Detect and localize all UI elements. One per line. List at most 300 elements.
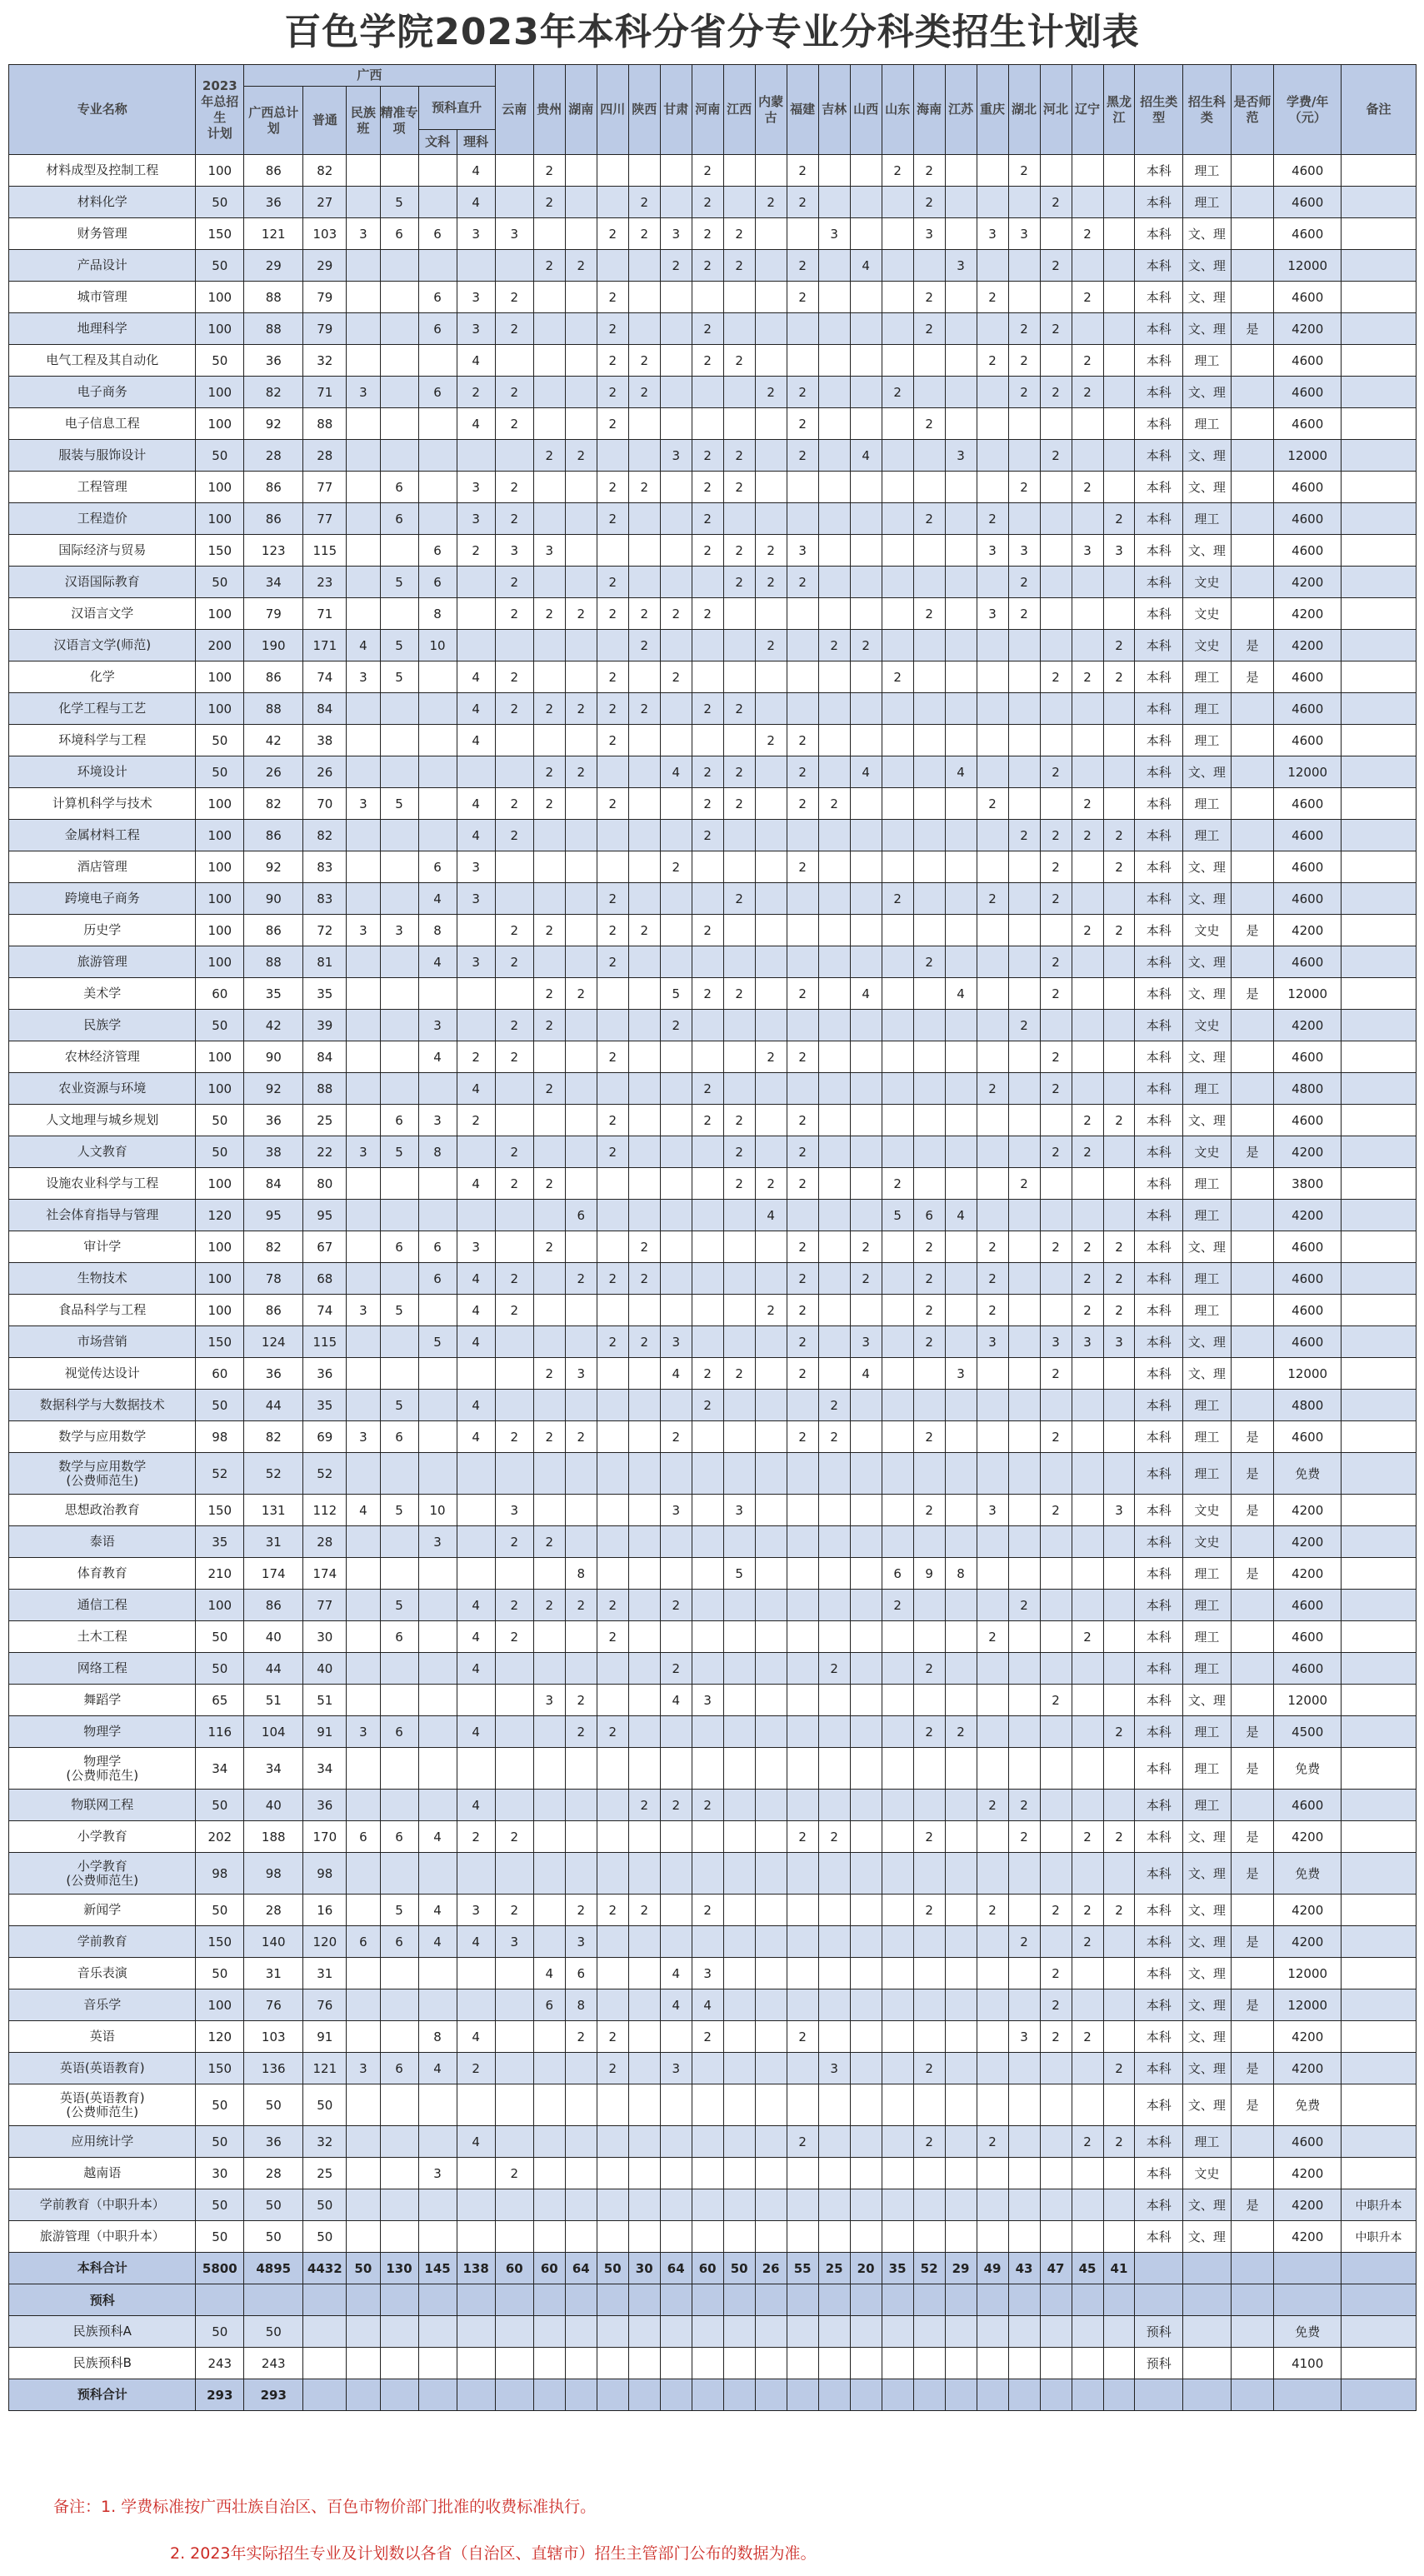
table-cell: [1008, 1989, 1040, 2021]
table-cell: [565, 820, 597, 851]
table-cell: 本科: [1135, 820, 1183, 851]
table-cell: 30: [628, 2253, 660, 2284]
table-cell: [1072, 1041, 1103, 1073]
table-cell: [533, 2053, 565, 2084]
table-row: [9, 1105, 1417, 1136]
table-cell: 6: [418, 1231, 457, 1263]
major-name-cell: 电气工程及其自动化: [9, 345, 196, 377]
table-cell: [818, 1105, 850, 1136]
table-cell: [347, 1073, 380, 1105]
table-cell: [1040, 1263, 1072, 1295]
table-cell: [1341, 503, 1416, 535]
table-cell: [787, 661, 818, 693]
table-cell: [418, 2284, 457, 2316]
table-cell: 免费: [1274, 1453, 1342, 1495]
table-cell: [818, 155, 850, 187]
table-cell: 4: [660, 756, 692, 788]
table-cell: 2: [755, 377, 787, 408]
table-cell: [692, 1821, 723, 1853]
table-cell: 文史: [1183, 2158, 1232, 2189]
table-cell: 29: [244, 250, 303, 282]
table-cell: [945, 915, 977, 946]
table-cell: [457, 1685, 495, 1716]
table-cell: 理工: [1183, 1168, 1232, 1200]
table-cell: [1341, 1653, 1416, 1685]
table-cell: [1008, 503, 1040, 535]
table-cell: [660, 2284, 692, 2316]
table-cell: [692, 1453, 723, 1495]
table-cell: [597, 440, 628, 472]
table-cell: [660, 282, 692, 313]
table-cell: [913, 661, 945, 693]
prep-section-row: [9, 2284, 1417, 2316]
major-name-cell: 环境科学与工程: [9, 725, 196, 756]
table-cell: [787, 1853, 818, 1895]
table-cell: [945, 788, 977, 820]
table-cell: [347, 2084, 380, 2126]
table-cell: [850, 408, 882, 440]
table-cell: [913, 1390, 945, 1421]
table-cell: [660, 2126, 692, 2158]
table-cell: [565, 883, 597, 915]
table-cell: [850, 2189, 882, 2221]
table-cell: 100: [196, 155, 244, 187]
table-cell: [347, 2316, 380, 2348]
table-cell: [533, 1041, 565, 1073]
table-cell: [1072, 978, 1103, 1010]
table-cell: [818, 1790, 850, 1821]
table-cell: [1341, 1821, 1416, 1853]
table-cell: [418, 1685, 457, 1716]
table-cell: [1341, 1231, 1416, 1263]
table-cell: 本科: [1135, 2189, 1183, 2221]
table-cell: 2: [723, 883, 755, 915]
table-cell: 4432: [303, 2253, 347, 2284]
table-cell: [660, 377, 692, 408]
table-cell: [882, 2316, 913, 2348]
table-cell: [692, 1136, 723, 1168]
table-cell: [495, 2053, 533, 2084]
table-cell: [850, 1821, 882, 1853]
table-cell: 16: [303, 1895, 347, 1926]
table-cell: 理工: [1183, 345, 1232, 377]
table-cell: 2: [628, 218, 660, 250]
table-cell: [977, 1653, 1008, 1685]
table-cell: 2: [533, 598, 565, 630]
table-cell: 3: [1008, 535, 1040, 567]
table-cell: 理工: [1183, 1073, 1232, 1105]
table-cell: [565, 2379, 597, 2411]
table-cell: 本科: [1135, 1073, 1183, 1105]
table-cell: 6: [418, 377, 457, 408]
col-header-prov-16: 湖北: [1008, 65, 1040, 155]
table-cell: 71: [303, 377, 347, 408]
table-cell: 理工: [1183, 155, 1232, 187]
table-cell: [755, 1748, 787, 1790]
table-cell: [380, 2126, 418, 2158]
table-cell: [882, 756, 913, 788]
table-cell: [723, 503, 755, 535]
table-cell: [1040, 567, 1072, 598]
table-cell: 88: [303, 408, 347, 440]
table-cell: [850, 883, 882, 915]
table-cell: 文、理: [1183, 472, 1232, 503]
table-cell: [977, 820, 1008, 851]
table-cell: [1008, 1136, 1040, 1168]
table-cell: [347, 1590, 380, 1621]
table-cell: 4: [418, 1041, 457, 1073]
table-cell: [692, 2316, 723, 2348]
table-cell: [692, 1231, 723, 1263]
table-cell: [495, 1453, 533, 1495]
table-row: [9, 1326, 1417, 1358]
table-cell: 2: [495, 408, 533, 440]
table-cell: 文、理: [1183, 440, 1232, 472]
table-cell: [945, 1073, 977, 1105]
table-cell: [1341, 282, 1416, 313]
table-cell: [818, 1010, 850, 1041]
table-cell: [787, 1200, 818, 1231]
table-cell: [787, 1495, 818, 1526]
table-cell: 文史: [1183, 1526, 1232, 1558]
table-cell: [818, 1958, 850, 1989]
table-cell: [787, 820, 818, 851]
table-cell: 4: [457, 693, 495, 725]
table-cell: 78: [244, 1263, 303, 1295]
table-cell: [1231, 1326, 1274, 1358]
table-cell: 2: [565, 978, 597, 1010]
table-cell: [882, 1621, 913, 1653]
table-cell: 4800: [1274, 1390, 1342, 1421]
table-cell: 4600: [1274, 1263, 1342, 1295]
table-cell: 3: [457, 472, 495, 503]
table-cell: 9: [913, 1558, 945, 1590]
table-cell: [850, 1590, 882, 1621]
table-cell: 3: [347, 788, 380, 820]
table-cell: [723, 1390, 755, 1421]
table-cell: 4600: [1274, 1326, 1342, 1358]
table-cell: 文、理: [1183, 313, 1232, 345]
table-cell: 2: [913, 503, 945, 535]
table-cell: [913, 725, 945, 756]
table-cell: [565, 313, 597, 345]
table-cell: [1231, 1685, 1274, 1716]
table-cell: [882, 2021, 913, 2053]
table-cell: [850, 1790, 882, 1821]
table-cell: 2: [787, 1041, 818, 1073]
table-cell: [457, 1136, 495, 1168]
table-cell: [723, 282, 755, 313]
table-cell: [380, 1200, 418, 1231]
table-cell: [628, 820, 660, 851]
table-cell: 2: [692, 440, 723, 472]
table-cell: [945, 1010, 977, 1041]
col-header-prov-9: 福建: [787, 65, 818, 155]
table-cell: [660, 567, 692, 598]
table-cell: 2: [457, 2053, 495, 2084]
table-cell: [818, 1453, 850, 1495]
table-cell: [723, 1653, 755, 1685]
table-cell: [418, 1421, 457, 1453]
table-cell: 是: [1231, 2189, 1274, 2221]
table-cell: [692, 661, 723, 693]
table-cell: [1341, 1390, 1416, 1421]
table-cell: [692, 630, 723, 661]
table-cell: [692, 1010, 723, 1041]
table-cell: [347, 1895, 380, 1926]
table-cell: [660, 883, 692, 915]
table-cell: [850, 1495, 882, 1526]
table-cell: [660, 1748, 692, 1790]
table-cell: 28: [244, 1895, 303, 1926]
table-cell: [692, 2189, 723, 2221]
table-cell: 2: [1072, 2126, 1103, 2158]
table-cell: [755, 1926, 787, 1958]
table-cell: [495, 1716, 533, 1748]
table-cell: [565, 2284, 597, 2316]
table-cell: 4: [418, 2053, 457, 2084]
table-cell: 12000: [1274, 250, 1342, 282]
table-cell: [597, 1748, 628, 1790]
table-cell: 50: [196, 1958, 244, 1989]
table-cell: [1103, 1621, 1135, 1653]
table-cell: [457, 978, 495, 1010]
table-cell: [882, 1653, 913, 1685]
table-cell: 2: [533, 1168, 565, 1200]
table-cell: [418, 2189, 457, 2221]
table-row: [9, 250, 1417, 282]
table-cell: 6: [380, 1421, 418, 1453]
table-cell: 理工: [1183, 820, 1232, 851]
table-cell: 2: [1040, 1073, 1072, 1105]
table-cell: 3: [692, 1685, 723, 1716]
table-row: [9, 725, 1417, 756]
table-cell: [597, 1526, 628, 1558]
table-cell: [1103, 2021, 1135, 2053]
table-cell: [945, 2126, 977, 2158]
table-cell: [913, 2379, 945, 2411]
table-cell: [850, 1853, 882, 1895]
table-cell: 2: [787, 1168, 818, 1200]
table-cell: [597, 1989, 628, 2021]
table-cell: 2: [597, 725, 628, 756]
table-cell: [755, 1790, 787, 1821]
table-cell: [380, 282, 418, 313]
table-cell: 2: [565, 440, 597, 472]
table-cell: 100: [196, 472, 244, 503]
table-cell: [882, 1989, 913, 2021]
table-cell: 2: [913, 1895, 945, 1926]
table-cell: 本科: [1135, 598, 1183, 630]
table-cell: [882, 851, 913, 883]
table-cell: [882, 218, 913, 250]
table-cell: [628, 440, 660, 472]
table-cell: [1072, 1073, 1103, 1105]
table-cell: [380, 155, 418, 187]
table-cell: [628, 1390, 660, 1421]
table-cell: 4600: [1274, 218, 1342, 250]
table-cell: 2: [628, 915, 660, 946]
major-name-cell: 设施农业科学与工程: [9, 1168, 196, 1200]
table-cell: 3: [457, 851, 495, 883]
table-cell: [495, 345, 533, 377]
table-cell: [1103, 788, 1135, 820]
table-cell: [818, 946, 850, 978]
table-cell: 55: [787, 2253, 818, 2284]
table-cell: [1008, 630, 1040, 661]
table-cell: [882, 1073, 913, 1105]
table-cell: [418, 2084, 457, 2126]
table-cell: [945, 1895, 977, 1926]
table-cell: [1103, 472, 1135, 503]
table-cell: 2: [628, 693, 660, 725]
table-cell: 2: [913, 946, 945, 978]
table-cell: [850, 693, 882, 725]
table-cell: 4: [457, 725, 495, 756]
table-cell: [882, 630, 913, 661]
major-name-cell: 材料化学: [9, 187, 196, 218]
table-cell: 3: [380, 915, 418, 946]
table-cell: [692, 2126, 723, 2158]
table-cell: 35: [196, 1526, 244, 1558]
table-cell: [945, 1989, 977, 2021]
table-row: [9, 1041, 1417, 1073]
table-cell: [692, 2284, 723, 2316]
table-cell: 理工: [1183, 1421, 1232, 1453]
table-cell: [1341, 1590, 1416, 1621]
table-cell: 免费: [1274, 1853, 1342, 1895]
table-cell: [628, 535, 660, 567]
table-cell: [628, 250, 660, 282]
table-cell: [495, 187, 533, 218]
table-cell: [913, 1041, 945, 1073]
table-cell: [347, 1853, 380, 1895]
table-cell: [628, 1105, 660, 1136]
table-cell: 86: [244, 1295, 303, 1326]
table-cell: 本科: [1135, 1168, 1183, 1200]
table-cell: [565, 2053, 597, 2084]
table-cell: 6: [347, 1821, 380, 1853]
table-cell: 6: [418, 313, 457, 345]
table-row: [9, 2221, 1417, 2253]
table-cell: [755, 946, 787, 978]
table-cell: [882, 250, 913, 282]
table-cell: 2: [495, 1590, 533, 1621]
table-cell: [1341, 1453, 1416, 1495]
table-cell: 5: [380, 1390, 418, 1421]
table-cell: 2: [597, 1326, 628, 1358]
table-cell: 51: [303, 1685, 347, 1716]
table-cell: [945, 1453, 977, 1495]
table-cell: 47: [1040, 2253, 1072, 2284]
table-cell: 2: [1103, 2053, 1135, 2084]
table-cell: [347, 1168, 380, 1200]
table-row: [9, 1421, 1417, 1453]
table-cell: 243: [244, 2348, 303, 2379]
table-cell: [787, 1453, 818, 1495]
table-cell: 4200: [1274, 1821, 1342, 1853]
table-cell: 2: [913, 1821, 945, 1853]
table-cell: 2: [723, 1136, 755, 1168]
table-cell: 3: [1040, 1326, 1072, 1358]
table-cell: 5: [380, 1895, 418, 1926]
table-cell: 12000: [1274, 1358, 1342, 1390]
table-row: [9, 1653, 1417, 1685]
table-cell: [787, 598, 818, 630]
table-cell: 2: [692, 978, 723, 1010]
table-cell: 2: [977, 282, 1008, 313]
table-cell: [565, 2084, 597, 2126]
table-cell: [495, 2189, 533, 2221]
table-cell: [1103, 250, 1135, 282]
table-cell: 88: [244, 313, 303, 345]
table-cell: [1231, 693, 1274, 725]
table-cell: [1103, 155, 1135, 187]
table-cell: 4600: [1274, 1621, 1342, 1653]
table-cell: [945, 1590, 977, 1621]
table-cell: [1040, 345, 1072, 377]
table-cell: [723, 1010, 755, 1041]
table-cell: 文、理: [1183, 2053, 1232, 2084]
table-cell: [380, 1853, 418, 1895]
table-cell: [1341, 1989, 1416, 2021]
table-cell: [495, 2379, 533, 2411]
table-cell: [565, 1853, 597, 1895]
table-cell: [755, 756, 787, 788]
table-cell: 3: [495, 1926, 533, 1958]
table-cell: [913, 535, 945, 567]
table-cell: 86: [244, 155, 303, 187]
table-cell: 2: [1040, 978, 1072, 1010]
table-cell: [418, 2348, 457, 2379]
table-cell: 8: [418, 598, 457, 630]
table-cell: [1183, 2316, 1232, 2348]
table-cell: [977, 250, 1008, 282]
table-cell: [945, 1231, 977, 1263]
table-cell: [597, 2348, 628, 2379]
table-cell: [1008, 1073, 1040, 1105]
table-cell: 本科: [1135, 1958, 1183, 1989]
table-cell: 4: [347, 1495, 380, 1526]
table-cell: [1072, 1989, 1103, 2021]
table-cell: [882, 1453, 913, 1495]
table-cell: [457, 1526, 495, 1558]
col-header-is-normal: 是否师范: [1231, 65, 1274, 155]
table-cell: [628, 1558, 660, 1590]
table-cell: [818, 567, 850, 598]
table-cell: [347, 1105, 380, 1136]
table-cell: 2: [1040, 1041, 1072, 1073]
table-cell: [533, 377, 565, 408]
table-cell: 理工: [1183, 1453, 1232, 1495]
table-cell: [457, 1558, 495, 1590]
table-cell: 3: [1103, 535, 1135, 567]
table-cell: [850, 155, 882, 187]
table-cell: [850, 598, 882, 630]
table-cell: [660, 1526, 692, 1558]
table-cell: [850, 2053, 882, 2084]
table-cell: [723, 2021, 755, 2053]
table-cell: [913, 567, 945, 598]
table-cell: [1341, 2021, 1416, 2053]
table-cell: [347, 1989, 380, 2021]
table-cell: 2: [495, 1168, 533, 1200]
table-cell: 2: [692, 313, 723, 345]
table-cell: [628, 1495, 660, 1526]
major-name-cell: 服装与服饰设计: [9, 440, 196, 472]
table-cell: 50: [196, 2316, 244, 2348]
table-cell: [850, 1989, 882, 2021]
